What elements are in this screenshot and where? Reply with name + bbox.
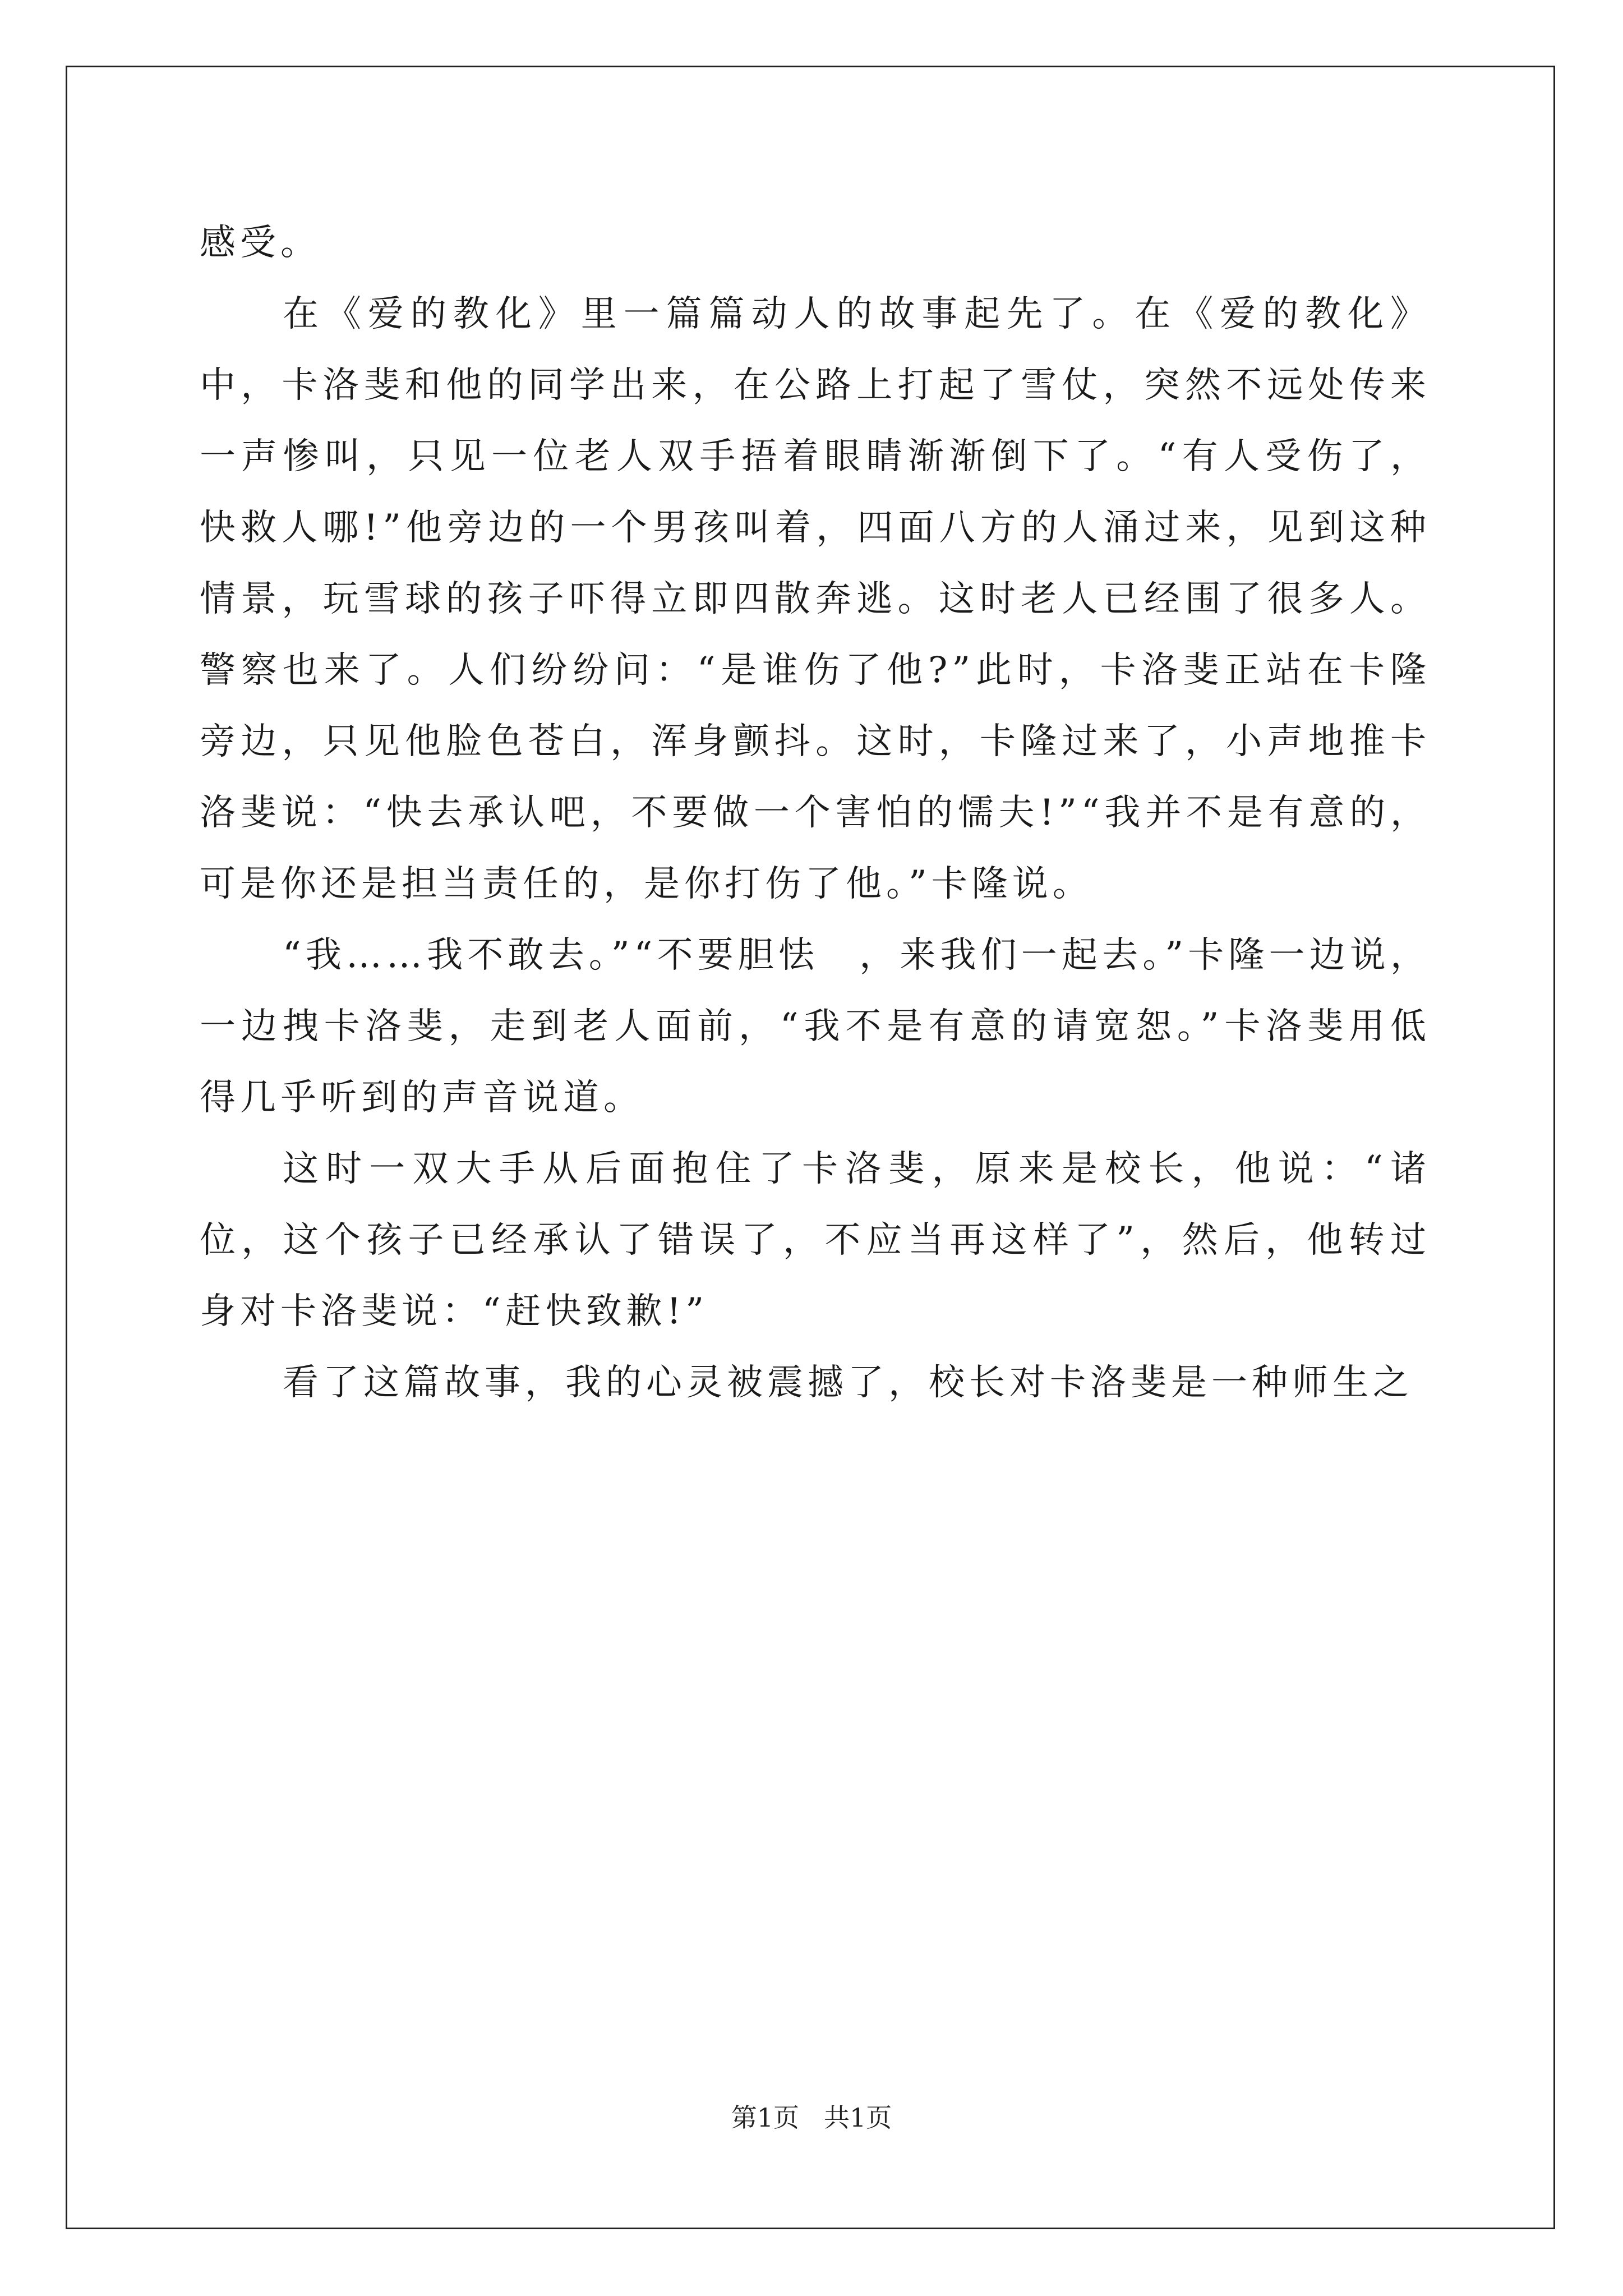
paragraph-5: 看了这篇故事，我的心灵被震撼了，校长对卡洛斐是一种师生之 bbox=[283, 1362, 1413, 1404]
paragraph-4: 这时一双大手从后面抱住了卡洛斐，原来是校长，他说：“诸位，这个孩子已经承认了错误了，不应当再这样了”，然后，他转过身对卡洛斐说：“赶快致歉!” bbox=[200, 1148, 1431, 1332]
page-number: 第1页 bbox=[731, 2102, 799, 2133]
document-body bbox=[200, 208, 1431, 1419]
paragraph-2: 在《爱的教化》里一篇篇动人的故事起先了。在《爱的教化》中，卡洛斐和他的同学出来，在公路上打起了雪仗，突然不远处传来一声惨叫，只见一位老人双手捂着眼睛渐渐倒下了。“有人受伤了，快救人哪!”他旁边的一个男孩叫着，四面八方的人涌过来，见到这种情景，玩雪球的孩子吓得立即四散奔逃。这时老人已经围了很多人。警察也来了。人们纷纷问：“是谁伤了他?”此时，卡洛斐正站在卡隆旁边，只见他脸色苍白，浑身颤抖。这时，卡隆过来了，小声地推卡洛斐说：“快去承认吧，不要做一个害怕的懦夫!”“我并不是有意的，可是你还是担当责任的，是你打伤了他。”卡隆说。 bbox=[200, 293, 1431, 905]
paragraph-3: “我……我不敢去。”“不要胆怯 ，来我们一起去。”卡隆一边说，一边拽卡洛斐，走到老人面前，“我不是有意的请宽恕。”卡洛斐用低得几乎听到的声音说道。 bbox=[200, 935, 1431, 1119]
paragraph-1: 感受。 bbox=[200, 222, 321, 264]
page-total: 共1页 bbox=[824, 2102, 892, 2133]
page-footer bbox=[0, 2101, 1623, 2134]
